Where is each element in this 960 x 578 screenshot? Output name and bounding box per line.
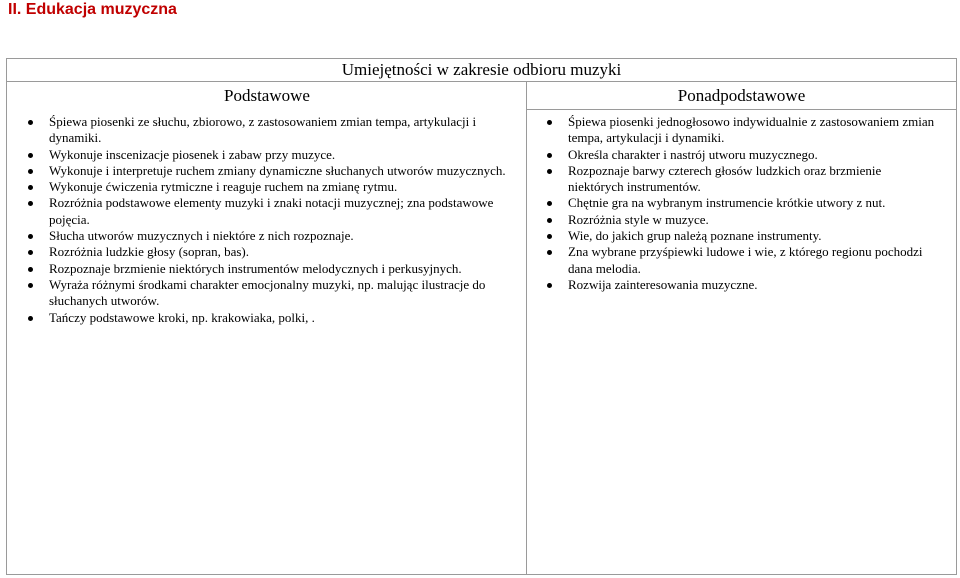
list-item <box>533 195 938 211</box>
section-heading: II. Edukacja muzyczna <box>8 1 177 18</box>
list-item-text: Chętnie gra na wybranym instrumencie krótkie utwory z nut. <box>568 195 886 211</box>
bullet-icon <box>547 234 552 239</box>
column-divider <box>526 81 527 574</box>
bullet-icon <box>547 201 552 206</box>
list-item-text: Rozpoznaje barwy czterech głosów ludzkich oraz brzmienie niektórych instrumentów. <box>568 162 882 195</box>
bullet-icon <box>28 267 33 272</box>
bullet-icon <box>547 153 552 158</box>
list-item <box>14 163 519 179</box>
skills-table <box>6 58 957 575</box>
bullet-icon <box>28 169 33 174</box>
bullet-icon <box>547 120 552 125</box>
bullet-icon <box>28 316 33 321</box>
list-item <box>14 114 519 147</box>
list-item <box>533 244 938 277</box>
bullet-icon <box>28 250 33 255</box>
list-item-text: Wyraża różnymi środkami charakter emocjonalny muzyki, np. malując ilustracje do słuchanych utworów. <box>49 276 486 309</box>
list-item-text: Wykonuje ćwiczenia rytmiczne i reaguje ruchem na zmianę rytmu. <box>49 179 398 195</box>
list-item <box>14 147 519 163</box>
bullet-icon <box>28 185 33 190</box>
list-item <box>14 195 519 228</box>
list-item-text: Rozpoznaje brzmienie niektórych instrumentów melodycznych i perkusyjnych. <box>49 260 462 276</box>
bullet-icon <box>28 234 33 239</box>
list-item-text: Wykonuje inscenizacje piosenek i zabaw przy muzyce. <box>49 146 336 162</box>
list-item-text: Rozróżnia podstawowe elementy muzyki i znaki notacji muzycznej; zna podstawowe pojęcia. <box>49 195 494 227</box>
bullet-icon <box>547 218 552 223</box>
list-item <box>14 179 519 195</box>
column-header-advanced: Ponadpodstawowe <box>526 81 956 110</box>
advanced-skills-list <box>533 114 938 293</box>
list-item-text: Wie, do jakich grup należą poznane instrumenty. <box>568 228 822 244</box>
table-title: Umiejętności w zakresie odbioru muzyki <box>341 60 622 79</box>
list-item <box>533 277 938 293</box>
list-item-text: Śpiewa piosenki ze słuchu, zbiorowo, z zastosowaniem zmian tempa, artykulacji i dynamiki. <box>49 114 477 146</box>
list-item-text: Słucha utworów muzycznych i niektóre z nich rozpoznaje. <box>49 228 354 244</box>
list-item <box>14 228 519 244</box>
list-item-text: Rozróżnia style w muzyce. <box>568 211 709 227</box>
list-item <box>533 147 938 163</box>
bullet-icon <box>547 169 552 174</box>
bullet-icon <box>547 250 552 255</box>
list-item <box>533 114 938 147</box>
list-item <box>14 244 519 260</box>
list-item <box>14 277 519 310</box>
bullet-icon <box>28 153 33 158</box>
list-item <box>533 163 938 196</box>
basic-skills-list <box>14 114 519 326</box>
bullet-icon <box>28 201 33 206</box>
list-item-text: Zna wybrane przyśpiewki ludowe i wie, z którego regionu pochodzi dana melodia. <box>568 244 923 276</box>
list-item-text: Rozróżnia ludzkie głosy (sopran, bas). <box>49 244 250 260</box>
list-item-text: Rozwija zainteresowania muzyczne. <box>568 276 758 292</box>
column-header-basic: Podstawowe <box>7 81 527 110</box>
list-item-text: Tańczy podstawowe kroki, np. krakowiaka, polki, . <box>49 309 315 325</box>
bullet-icon <box>28 283 33 288</box>
bullet-icon <box>28 120 33 125</box>
list-item <box>533 212 938 228</box>
list-item-text: Wykonuje i interpretuje ruchem zmiany dynamiczne słuchanych utworów muzycznych. <box>49 162 506 178</box>
bullet-icon <box>547 283 552 288</box>
list-item <box>14 310 519 326</box>
list-item-text: Określa charakter i nastrój utworu muzycznego. <box>568 146 818 162</box>
list-item-text: Śpiewa piosenki jednogłosowo indywidualnie z zastosowaniem zmian tempa, artykulacji i dynamiki. <box>568 114 935 146</box>
list-item <box>14 261 519 277</box>
list-item <box>533 228 938 244</box>
